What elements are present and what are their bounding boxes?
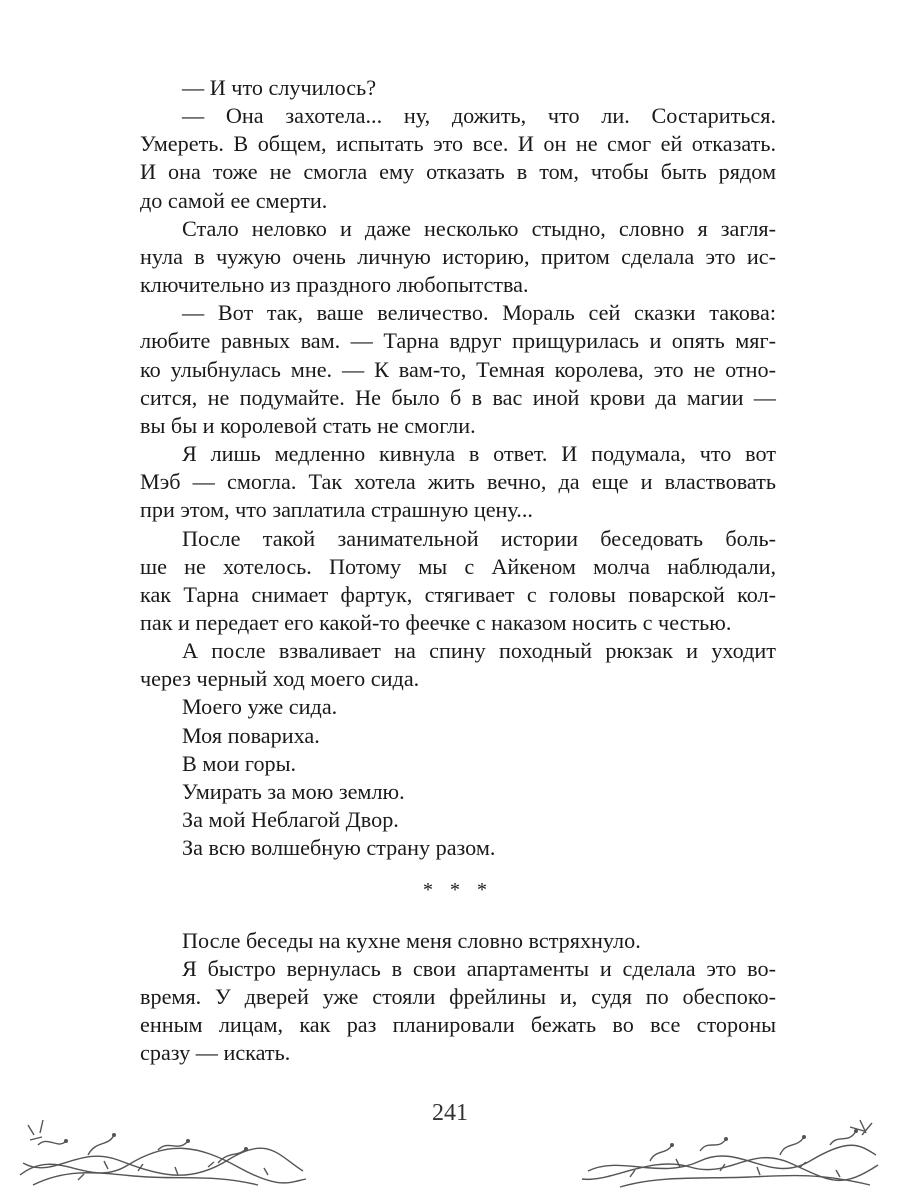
thorn-vine-left-icon — [18, 1105, 308, 1195]
text-line: пак и передает его какой-то феечке с наказом носить с честью. — [140, 609, 732, 635]
text-line: В мои горы. — [182, 750, 297, 776]
paragraph — [140, 440, 776, 524]
paragraph — [140, 637, 776, 693]
text-line: ко улыбнулась мне. — К вам-то, Темная королева, это не отно- — [140, 356, 776, 382]
text-line: сразу — искать. — [140, 1040, 291, 1066]
text-line: — Вот так, ваше величество. Мораль сей сказки такова: — [182, 300, 776, 326]
text-line: За мой Неблагой Двор. — [182, 807, 399, 833]
text-block — [140, 74, 776, 1067]
text-line: как Тарна снимает фартук, стягивает с головы поварской кол- — [140, 581, 776, 607]
text-line: через черный ход моего сида. — [140, 666, 420, 692]
text-line: ключительно из праздного любопытства. — [140, 272, 529, 298]
paragraph — [140, 74, 776, 102]
paragraph — [140, 102, 776, 215]
paragraph — [140, 722, 776, 750]
text-line: Умирать за мою землю. — [182, 778, 405, 804]
text-line: После такой занимательной истории беседовать боль- — [182, 525, 776, 551]
text-line: время. У дверей уже стояли фрейлины и, судя по обеспоко- — [140, 983, 776, 1009]
text-line: сится, не подумайте. Не было б в вас иной крови да магии — — [140, 384, 776, 410]
text-line: любите равных вам. — Тарна вдруг прищурилась и опять мяг- — [140, 328, 776, 354]
paragraph — [140, 693, 776, 721]
text-line: енным лицам, как раз планировали бежать во все стороны — [140, 1012, 776, 1037]
text-line: Мэб — смогла. Так хотела жить вечно, да еще и властвовать — [140, 469, 776, 495]
text-line: ше не хотелось. Потому мы с Айкеном молча наблюдали, — [140, 553, 776, 579]
paragraph — [140, 525, 776, 638]
text-line: — И что случилось? — [182, 75, 377, 100]
text-line: до самой ее смерти. — [140, 187, 328, 213]
text-line: Я быстро вернулась в свои апартаменты и сделала это во- — [182, 955, 776, 981]
paragraphs-before-separator — [140, 74, 776, 862]
thorn-vine-right-icon — [580, 1105, 880, 1195]
paragraph — [140, 955, 776, 1068]
paragraph — [140, 215, 776, 299]
text-line: Стало неловко и даже несколько стыдно, словно я загля- — [182, 215, 776, 241]
text-line: А после взваливает на спину походный рюкзак и уходит — [182, 638, 776, 664]
paragraphs-after-separator — [140, 927, 776, 1068]
text-line: И она тоже не смогла ему отказать в том, чтобы быть рядом — [140, 159, 776, 185]
text-line: Моего уже сида. — [182, 694, 338, 720]
text-line: при этом, что заплатила страшную цену... — [140, 497, 533, 523]
paragraph — [140, 750, 776, 778]
section-separator: * * * — [423, 879, 493, 902]
paragraph — [140, 927, 776, 955]
text-line: вы бы и королевой стать не смогли. — [140, 412, 476, 438]
paragraph — [140, 806, 776, 834]
paragraph — [140, 778, 776, 806]
text-line: Я лишь медленно кивнула в ответ. И подумала, что вот — [182, 441, 776, 467]
text-line: Умереть. В общем, испытать это все. И он не смог ей отказать. — [140, 131, 776, 157]
text-line: За всю волшебную страну разом. — [182, 835, 496, 861]
paragraph — [140, 834, 776, 862]
page-number: 241 — [432, 1100, 468, 1126]
text-line: После беседы на кухне меня словно встряхнуло. — [182, 927, 641, 953]
text-line: нула в чужую очень личную историю, притом сделала это ис- — [140, 243, 776, 269]
text-line: Моя повариха. — [182, 722, 320, 748]
text-line: — Она захотела... ну, дожить, что ли. Состариться. — [182, 103, 776, 129]
paragraph — [140, 299, 776, 440]
